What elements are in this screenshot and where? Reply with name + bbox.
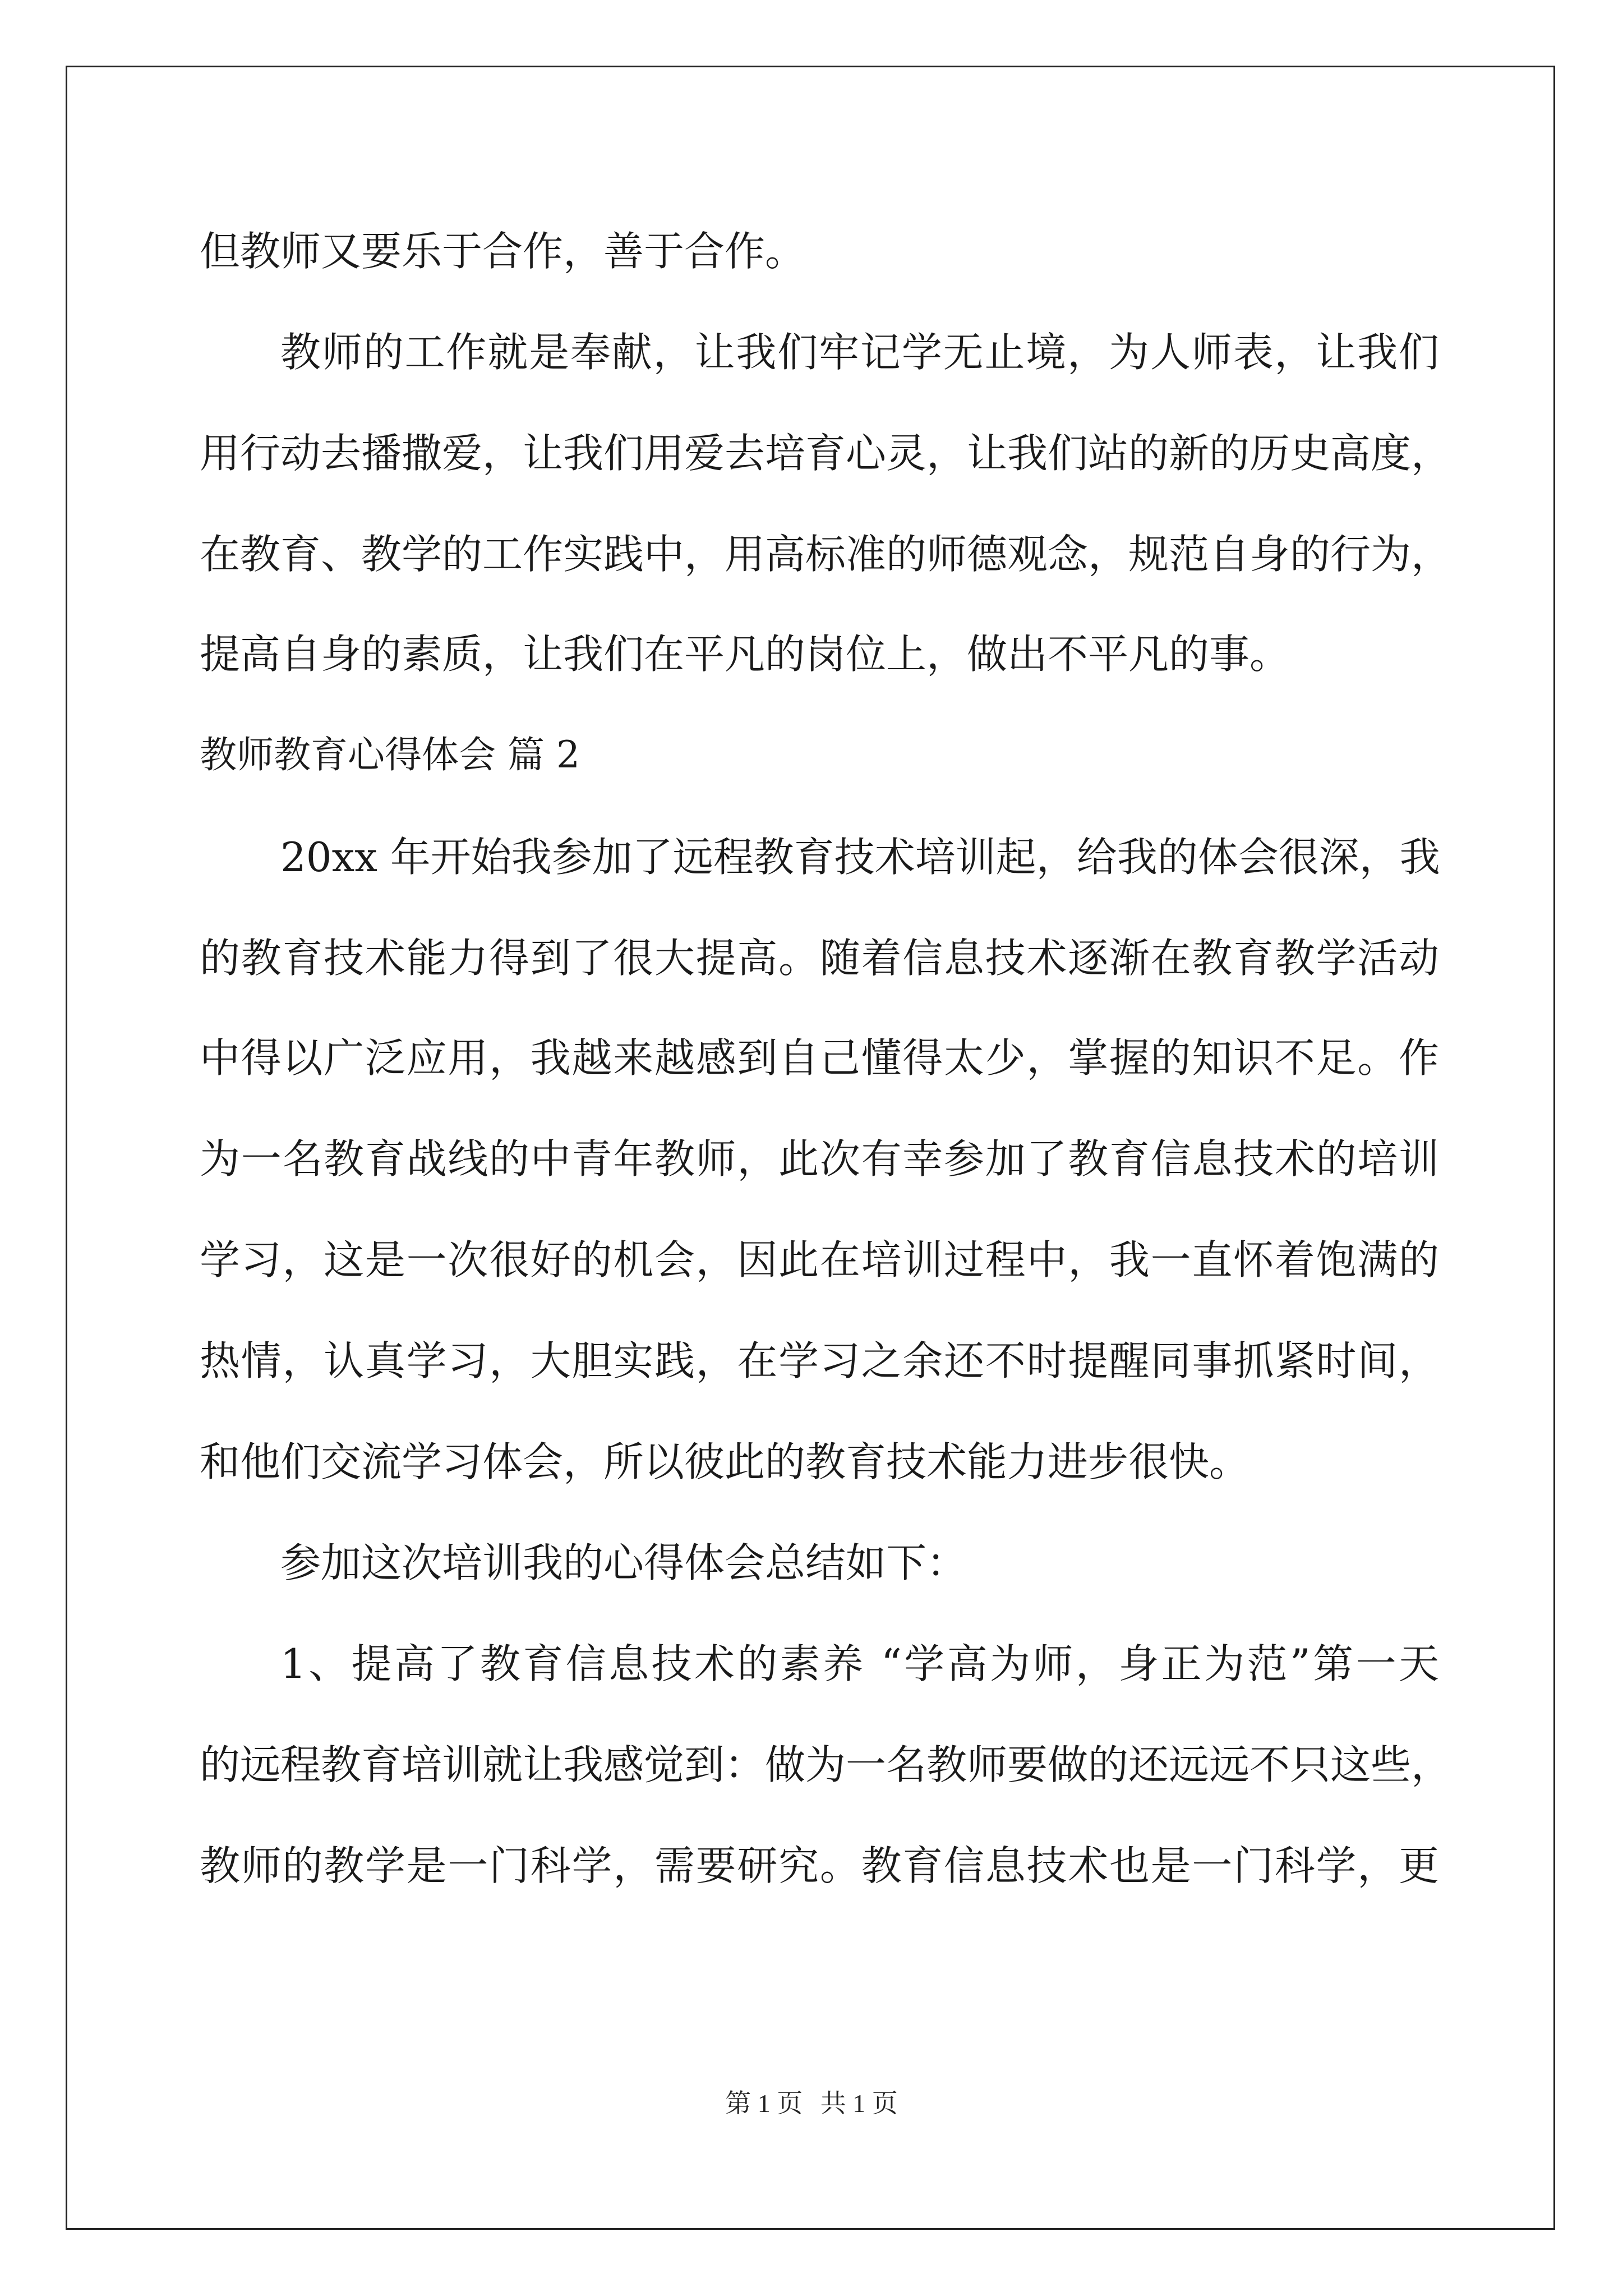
text-line-2: 教师的工作就是奉献，让我们牢记学无止境，为人师表，让我们 bbox=[280, 329, 1439, 376]
text-line-17: 教师的教学是一门科学，需要研究。教育信息技术也是一门科学，更 bbox=[200, 1842, 1439, 1889]
text-line-13: 和他们交流学习体会，所以彼此的教育技术能力进步很快。 bbox=[200, 1438, 1250, 1485]
text-line-16: 的远程教育培训就让我感觉到：做为一名教师要做的还远远不只这些， bbox=[200, 1741, 1452, 1788]
text-line-1: 但教师又要乐于合作，善于合作。 bbox=[200, 228, 806, 275]
text-line-5: 提高自身的素质，让我们在平凡的岗位上，做出不平凡的事。 bbox=[200, 631, 1290, 678]
section-heading: 教师教育心得体会 篇 2 bbox=[200, 733, 580, 776]
text-line-7: 20xx 年开始我参加了远程教育技术培训起，给我的体会很深，我 bbox=[280, 834, 1440, 881]
text-line-8: 的教育技术能力得到了很大提高。随着信息技术逐渐在教育教学活动 bbox=[200, 935, 1439, 982]
text-line-15: 1、提高了教育信息技术的素养 “学高为师，身正为范”第一天 bbox=[280, 1640, 1439, 1687]
page-number: 第 1 页 bbox=[725, 2089, 803, 2118]
text-line-14: 参加这次培训我的心得体会总结如下： bbox=[280, 1539, 967, 1586]
page-total: 共 1 页 bbox=[820, 2089, 898, 2118]
text-line-12: 热情，认真学习，大胆实践，在学习之余还不时提醒同事抓紧时间， bbox=[200, 1337, 1439, 1384]
text-line-3: 用行动去播撒爱，让我们用爱去培育心灵，让我们站的新的历史高度， bbox=[200, 430, 1452, 477]
text-line-11: 学习，这是一次很好的机会，因此在培训过程中，我一直怀着饱满的 bbox=[200, 1236, 1439, 1283]
page-footer bbox=[0, 2087, 1623, 2120]
text-line-4: 在教育、教学的工作实践中，用高标准的师德观念，规范自身的行为， bbox=[200, 531, 1452, 578]
text-line-10: 为一名教育战线的中青年教师，此次有幸参加了教育信息技术的培训 bbox=[200, 1135, 1439, 1182]
text-line-9: 中得以广泛应用，我越来越感到自己懂得太少，掌握的知识不足。作 bbox=[200, 1034, 1439, 1082]
